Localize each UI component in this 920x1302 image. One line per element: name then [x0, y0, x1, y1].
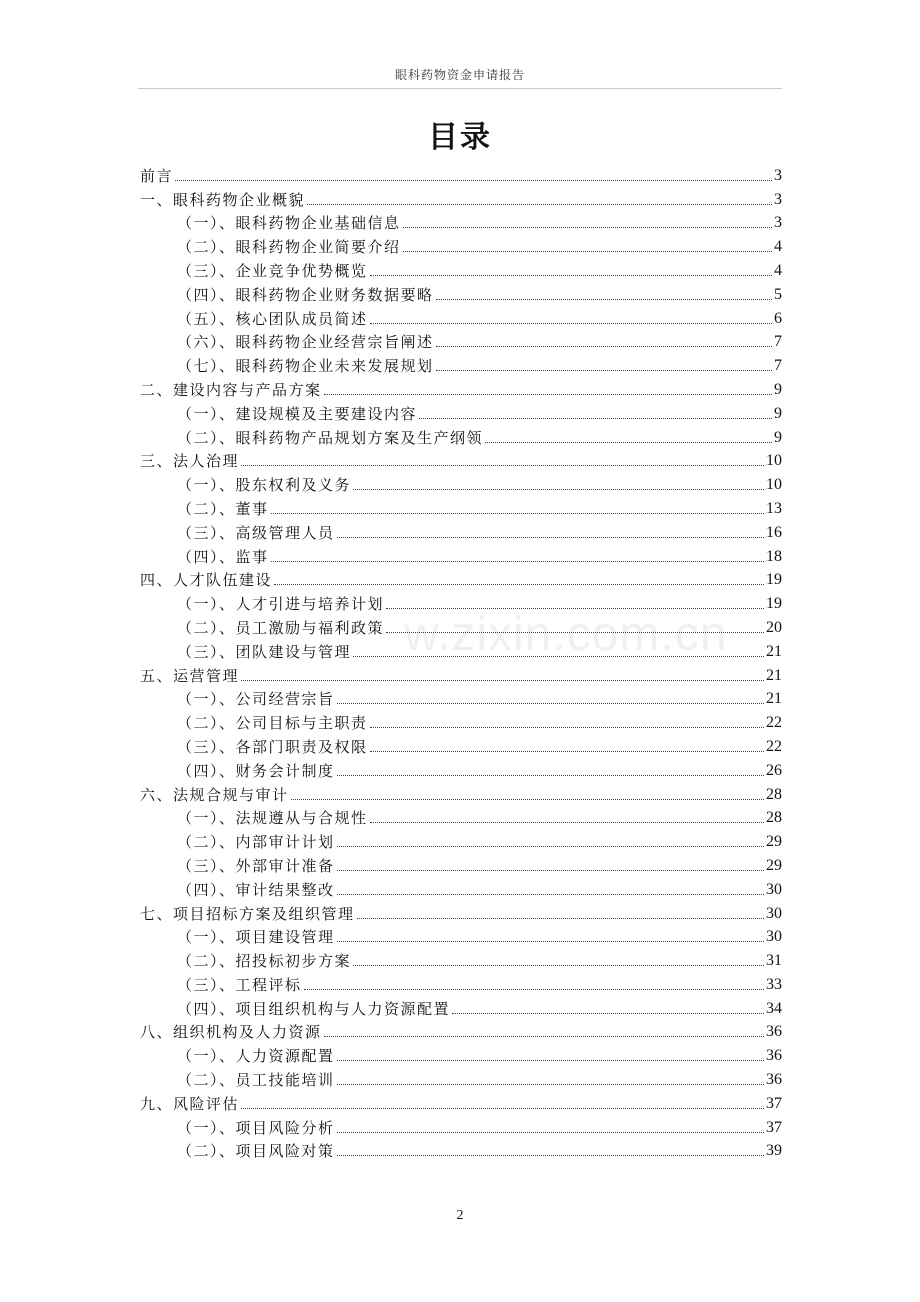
- toc-subsection-entry[interactable]: [140, 280, 782, 304]
- toc-entry-label: （二）、项目风险对策: [177, 1142, 335, 1161]
- dot-leader: [370, 822, 764, 823]
- toc-section-entry[interactable]: [140, 447, 782, 471]
- toc-entry-page-number: 39: [766, 1142, 782, 1160]
- toc-entry-label: 四、人才队伍建设: [140, 571, 273, 590]
- toc-entry-page-number: 3: [774, 190, 782, 208]
- toc-entry-page-number: 19: [766, 595, 782, 613]
- toc-entry-label: （七）、眼科药物企业未来发展规划: [177, 357, 434, 376]
- toc-entry-page-number: 18: [766, 547, 782, 565]
- toc-subsection-entry[interactable]: [140, 613, 782, 637]
- toc-entry-label: （三）、团队建设与管理: [177, 642, 352, 661]
- toc-section-entry[interactable]: [140, 661, 782, 685]
- toc-subsection-entry[interactable]: [140, 1113, 782, 1137]
- toc-entry-label: （一）、公司经营宗旨: [177, 690, 335, 709]
- toc-entry-label: （二）、公司目标与主职责: [177, 714, 368, 733]
- dot-leader: [485, 442, 772, 443]
- toc-entry-page-number: 10: [766, 476, 782, 494]
- dot-leader: [337, 1084, 764, 1085]
- dot-leader: [271, 561, 764, 562]
- toc-entry-label: （一）、股东权利及义务: [177, 476, 352, 495]
- dot-leader: [175, 180, 772, 181]
- toc-entry-page-number: 5: [774, 285, 782, 303]
- toc-entry-page-number: 29: [766, 833, 782, 851]
- toc-subsection-entry[interactable]: [140, 256, 782, 280]
- toc-section-entry[interactable]: [140, 780, 782, 804]
- dot-leader: [337, 775, 764, 776]
- toc-section-entry[interactable]: [140, 1089, 782, 1113]
- toc-subsection-entry[interactable]: [140, 1041, 782, 1065]
- toc-entry-label: 三、法人治理: [140, 452, 240, 471]
- toc-entry-page-number: 36: [766, 1047, 782, 1065]
- toc-subsection-entry[interactable]: [140, 351, 782, 375]
- toc-entry-label: （一）、建设规模及主要建设内容: [177, 404, 418, 423]
- dot-leader: [370, 323, 772, 324]
- toc-subsection-entry[interactable]: [140, 470, 782, 494]
- toc-entry-page-number: 4: [774, 261, 782, 279]
- running-header: 眼科药物资金申请报告: [394, 68, 525, 82]
- toc-entry-label: （二）、眼科药物企业简要介绍: [177, 238, 401, 257]
- toc-entry-label: 二、建设内容与产品方案: [140, 380, 322, 399]
- toc-entry-page-number: 3: [774, 166, 782, 184]
- toc-subsection-entry[interactable]: [140, 209, 782, 233]
- toc-entry-page-number: 22: [766, 737, 782, 755]
- toc-subsection-entry[interactable]: [140, 804, 782, 828]
- dot-leader: [337, 941, 764, 942]
- toc-entry-label: （四）、监事: [177, 547, 269, 566]
- toc-subsection-entry[interactable]: [140, 542, 782, 566]
- toc-entry-page-number: 29: [766, 856, 782, 874]
- dot-leader: [403, 251, 772, 252]
- toc-entry-page-number: 9: [774, 380, 782, 398]
- dot-leader: [324, 394, 772, 395]
- toc-subsection-entry[interactable]: [140, 328, 782, 352]
- toc-subsection-entry[interactable]: [140, 518, 782, 542]
- dot-leader: [241, 680, 764, 681]
- dot-leader: [304, 989, 764, 990]
- toc-entry-label: 一、眼科药物企业概貌: [140, 190, 306, 209]
- toc-subsection-entry[interactable]: [140, 923, 782, 947]
- toc-subsection-entry[interactable]: [140, 399, 782, 423]
- dot-leader: [337, 870, 764, 871]
- toc-section-entry[interactable]: [140, 375, 782, 399]
- table-of-contents: [140, 161, 782, 1160]
- toc-entry-label: 七、项目招标方案及组织管理: [140, 904, 355, 923]
- dot-leader: [370, 275, 772, 276]
- toc-section-entry[interactable]: [140, 1018, 782, 1042]
- toc-subsection-entry[interactable]: [140, 875, 782, 899]
- toc-entry-label: （二）、董事: [177, 499, 269, 518]
- toc-entry-label: （四）、项目组织机构与人力资源配置: [177, 999, 451, 1018]
- toc-entry-label: （一）、项目风险分析: [177, 1118, 335, 1137]
- toc-entry-page-number: 19: [766, 571, 782, 589]
- toc-entry-page-number: 3: [774, 214, 782, 232]
- dot-leader: [274, 584, 764, 585]
- dot-leader: [353, 489, 764, 490]
- toc-subsection-entry[interactable]: [140, 994, 782, 1018]
- toc-entry-label: （六）、眼科药物企业经营宗旨阐述: [177, 333, 434, 352]
- dot-leader: [436, 346, 772, 347]
- toc-entry-page-number: 22: [766, 714, 782, 732]
- toc-entry-label: （二）、眼科药物产品规划方案及生产纲领: [177, 428, 484, 447]
- toc-entry-label: （五）、核心团队成员简述: [177, 309, 368, 328]
- toc-subsection-entry[interactable]: [140, 970, 782, 994]
- toc-section-entry[interactable]: [140, 161, 782, 185]
- page-number: 2: [456, 1208, 464, 1223]
- toc-subsection-entry[interactable]: [140, 304, 782, 328]
- toc-subsection-entry[interactable]: [140, 589, 782, 613]
- toc-entry-label: （二）、招投标初步方案: [177, 952, 352, 971]
- toc-entry-label: （一）、人才引进与培养计划: [177, 595, 385, 614]
- toc-entry-label: （一）、法规遵从与合规性: [177, 809, 368, 828]
- toc-subsection-entry[interactable]: [140, 756, 782, 780]
- dot-leader: [353, 965, 764, 966]
- toc-entry-label: （一）、眼科药物企业基础信息: [177, 214, 401, 233]
- dot-leader: [337, 1132, 764, 1133]
- toc-subsection-entry[interactable]: [140, 732, 782, 756]
- dot-leader: [386, 608, 764, 609]
- toc-entry-page-number: 6: [774, 309, 782, 327]
- toc-entry-page-number: 30: [766, 904, 782, 922]
- dot-leader: [370, 751, 764, 752]
- toc-entry-page-number: 36: [766, 1071, 782, 1089]
- dot-leader: [419, 418, 772, 419]
- toc-subsection-entry[interactable]: [140, 1137, 782, 1161]
- toc-entry-page-number: 37: [766, 1094, 782, 1112]
- toc-entry-label: （四）、审计结果整改: [177, 880, 335, 899]
- toc-subsection-entry[interactable]: [140, 708, 782, 732]
- toc-subsection-entry[interactable]: [140, 946, 782, 970]
- dot-leader: [403, 227, 772, 228]
- toc-entry-label: 前言: [140, 166, 174, 185]
- dot-leader: [337, 1155, 764, 1156]
- toc-entry-page-number: 30: [766, 928, 782, 946]
- toc-subsection-entry[interactable]: [140, 1065, 782, 1089]
- toc-entry-page-number: 34: [766, 999, 782, 1017]
- toc-entry-label: （二）、内部审计计划: [177, 833, 335, 852]
- toc-entry-page-number: 16: [766, 523, 782, 541]
- toc-entry-label: （二）、员工激励与福利政策: [177, 618, 385, 637]
- dot-leader: [337, 846, 764, 847]
- toc-subsection-entry[interactable]: [140, 423, 782, 447]
- toc-entry-label: 五、运营管理: [140, 666, 240, 685]
- toc-section-entry[interactable]: [140, 185, 782, 209]
- dot-leader: [452, 1013, 764, 1014]
- dot-leader: [357, 918, 764, 919]
- toc-subsection-entry[interactable]: [140, 232, 782, 256]
- toc-subsection-entry[interactable]: [140, 827, 782, 851]
- toc-entry-page-number: 20: [766, 618, 782, 636]
- dot-leader: [337, 703, 764, 704]
- toc-entry-page-number: 33: [766, 975, 782, 993]
- dot-leader: [337, 1060, 764, 1061]
- dot-leader: [337, 894, 764, 895]
- toc-entry-label: （三）、各部门职责及权限: [177, 737, 368, 756]
- toc-entry-page-number: 13: [766, 499, 782, 517]
- dot-leader: [436, 370, 772, 371]
- dot-leader: [436, 299, 772, 300]
- toc-entry-page-number: 28: [766, 809, 782, 827]
- dot-leader: [353, 656, 764, 657]
- toc-entry-page-number: 36: [766, 1023, 782, 1041]
- toc-subsection-entry[interactable]: [140, 494, 782, 518]
- toc-entry-label: （一）、项目建设管理: [177, 928, 335, 947]
- toc-entry-page-number: 21: [766, 690, 782, 708]
- toc-entry-label: （四）、财务会计制度: [177, 761, 335, 780]
- toc-entry-label: （三）、高级管理人员: [177, 523, 335, 542]
- toc-entry-page-number: 21: [766, 642, 782, 660]
- watermark: w.zixin.com.cn: [404, 608, 728, 661]
- toc-entry-page-number: 30: [766, 880, 782, 898]
- toc-entry-label: 八、组织机构及人力资源: [140, 1023, 322, 1042]
- toc-entry-label: 九、风险评估: [140, 1094, 240, 1113]
- toc-entry-page-number: 37: [766, 1118, 782, 1136]
- toc-entry-label: （四）、眼科药物企业财务数据要略: [177, 285, 434, 304]
- toc-entry-label: （二）、员工技能培训: [177, 1071, 335, 1090]
- toc-entry-page-number: 7: [774, 333, 782, 351]
- toc-entry-label: （三）、企业竞争优势概览: [177, 261, 368, 280]
- dot-leader: [307, 204, 772, 205]
- toc-entry-page-number: 21: [766, 666, 782, 684]
- toc-entry-page-number: 31: [766, 952, 782, 970]
- toc-entry-page-number: 9: [774, 428, 782, 446]
- toc-section-entry[interactable]: [140, 566, 782, 590]
- toc-subsection-entry[interactable]: [140, 685, 782, 709]
- toc-subsection-entry[interactable]: [140, 637, 782, 661]
- toc-entry-label: 六、法规合规与审计: [140, 785, 289, 804]
- toc-entry-label: （三）、工程评标: [177, 975, 302, 994]
- toc-entry-page-number: 9: [774, 404, 782, 422]
- toc-entry-page-number: 7: [774, 357, 782, 375]
- dot-leader: [337, 537, 764, 538]
- dot-leader: [271, 513, 764, 514]
- toc-entry-page-number: 4: [774, 238, 782, 256]
- toc-section-entry[interactable]: [140, 899, 782, 923]
- toc-entry-page-number: 26: [766, 761, 782, 779]
- dot-leader: [291, 799, 764, 800]
- toc-subsection-entry[interactable]: [140, 851, 782, 875]
- dot-leader: [386, 632, 764, 633]
- dot-leader: [241, 465, 764, 466]
- toc-title: 目录: [428, 120, 492, 155]
- dot-leader: [324, 1036, 764, 1037]
- header-divider: [138, 88, 782, 89]
- dot-leader: [241, 1108, 764, 1109]
- toc-entry-label: （一）、人力资源配置: [177, 1047, 335, 1066]
- dot-leader: [370, 727, 764, 728]
- toc-entry-label: （三）、外部审计准备: [177, 856, 335, 875]
- toc-entry-page-number: 10: [766, 452, 782, 470]
- toc-entry-page-number: 28: [766, 785, 782, 803]
